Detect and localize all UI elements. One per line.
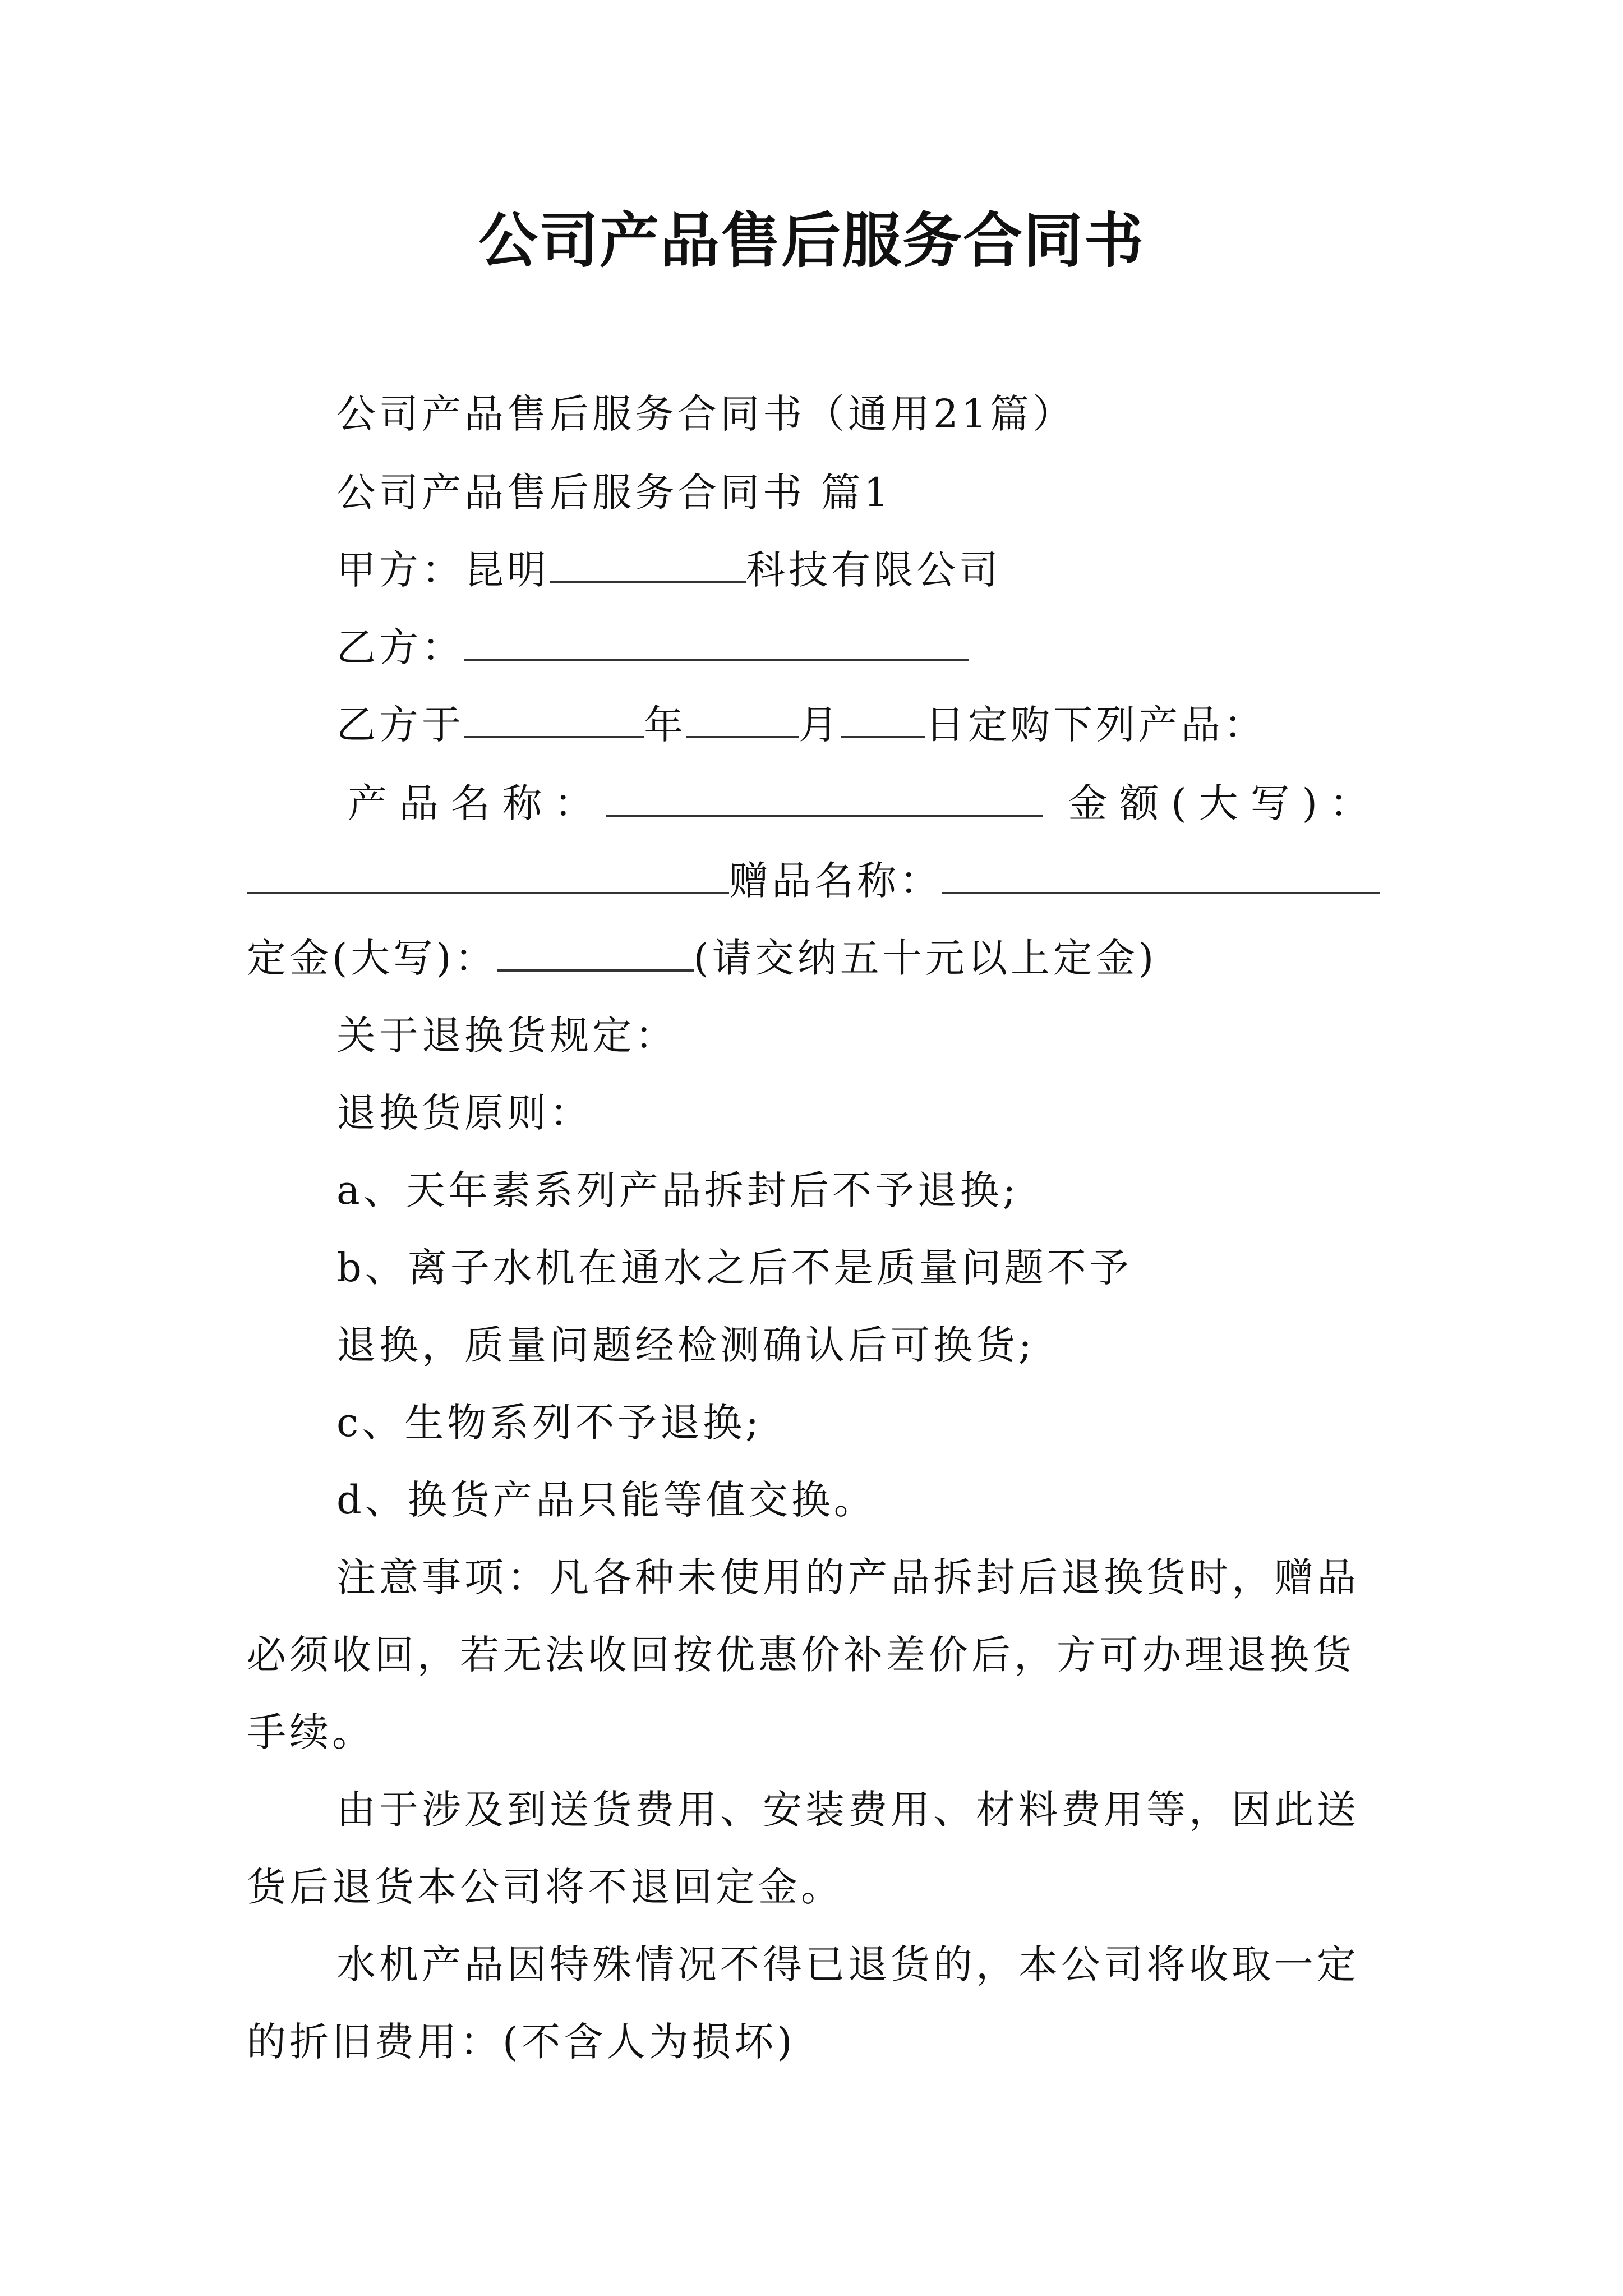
blank-field [606, 780, 1043, 817]
deposit-line: 定金(大写)： (请交纳五十元以上定金) [247, 935, 1158, 981]
depreciation-line-1: 水机产品因特殊情况不得已退货的，本公司将收取一定 [336, 1941, 1359, 1987]
rule-c: c、生物系列不予退换; [336, 1400, 762, 1446]
return-rules-heading: 关于退换货规定： [336, 1013, 677, 1059]
blank-field [247, 857, 729, 894]
deposit-note-line-1: 由于涉及到送货费用、安装费用、材料费用等，因此送 [336, 1787, 1359, 1833]
blank-field [464, 624, 969, 661]
blank-field [686, 701, 799, 738]
product-line: 产品名称： 金额(大写)： [348, 780, 1381, 826]
document-title: 公司产品售后服务合同书 [478, 206, 1145, 275]
deposit-note-line-2: 货后退货本公司将不退回定金。 [247, 1864, 843, 1910]
order-date-line: 乙方于 年 月 日定购下列产品： [336, 702, 1266, 748]
blank-field [841, 701, 925, 738]
rule-d: d、换货产品只能等值交换。 [336, 1477, 877, 1523]
return-principles-heading: 退换货原则： [336, 1090, 592, 1136]
blank-field [942, 857, 1380, 894]
subtitle-line: 公司产品售后服务合同书（通用21篇） [336, 391, 1076, 437]
blank-field [550, 546, 746, 583]
rule-b: b、离子水机在通水之后不是质量问题不予 [336, 1245, 1132, 1291]
depreciation-line-2: 的折旧费用：(不含人为损坏) [247, 2019, 796, 2065]
notice-line-3: 手续。 [247, 1709, 375, 1755]
blank-field [464, 701, 644, 738]
rule-b-cont: 退换，质量问题经检测确认后可换货; [336, 1322, 1035, 1368]
rule-a: a、天年素系列产品拆封后不予退换; [336, 1167, 1020, 1213]
party-b-line: 乙方： [336, 620, 1623, 674]
gift-line: 赠品名称： [247, 854, 1623, 908]
notice-line-1: 注意事项：凡各种未使用的产品拆封后退换货时，赠品 [336, 1554, 1359, 1600]
notice-line-2: 必须收回，若无法收回按优惠价补差价后，方可办理退换货 [247, 1632, 1355, 1678]
section-heading: 公司产品售后服务合同书 篇1 [336, 470, 892, 516]
party-a-line: 甲方：昆明 科技有限公司 [336, 547, 1002, 593]
blank-field [497, 935, 694, 972]
